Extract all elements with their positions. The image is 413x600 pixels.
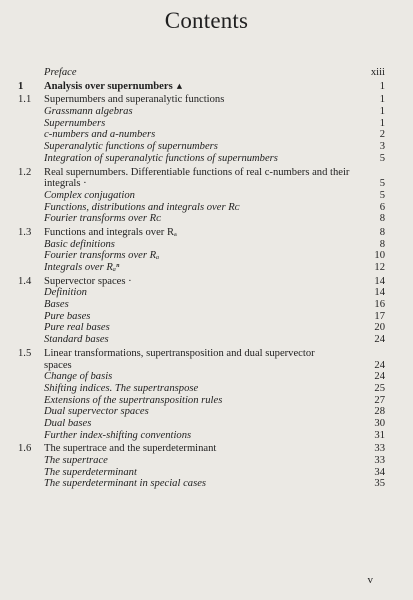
toc-entry-number: 1.3 — [18, 226, 32, 238]
toc-entry-title: spaces — [44, 359, 72, 371]
toc-entry — [0, 94, 413, 106]
toc-entry-page: 33 — [374, 455, 385, 466]
toc-entry — [0, 81, 413, 93]
toc-entry — [0, 141, 413, 153]
toc-entry-title: The supertrace and the superdeterminant — [44, 443, 217, 455]
toc-entry-page: 28 — [374, 406, 385, 418]
toc-entry-title: Supernumbers and superanalytic functions — [44, 94, 225, 106]
toc-entry-page: 16 — [374, 299, 385, 311]
toc-entry — [0, 190, 413, 202]
toc-entry-title: Functions and integrals over Rₐ — [44, 226, 177, 238]
toc-entry-page: 1 — [379, 80, 385, 92]
toc-entry-title: The superdeterminant in special cases — [44, 478, 207, 490]
toc-entry — [0, 106, 413, 118]
toc-entry — [0, 443, 413, 455]
toc-entry — [0, 167, 413, 179]
toc-entry-title: Dual bases — [44, 417, 92, 429]
toc-entry-number: 1.6 — [18, 443, 32, 455]
toc-entry-title: Standard bases — [44, 334, 109, 346]
toc-entry — [0, 299, 413, 311]
toc-entry-title: integrals · — [44, 178, 87, 190]
toc-entry-title: Further index-shifting conventions — [44, 429, 192, 441]
table-of-contents — [0, 67, 413, 490]
toc-entry — [0, 118, 413, 130]
toc-entry-page: 12 — [374, 262, 385, 273]
toc-entry — [0, 67, 413, 79]
toc-entry — [0, 455, 413, 467]
toc-entry-title: Extensions of the supertransposition rules — [44, 394, 223, 406]
toc-entry — [0, 467, 413, 479]
toc-entry — [0, 262, 413, 274]
toc-entry-page: 30 — [374, 417, 385, 429]
toc-entry — [0, 153, 413, 165]
toc-entry-title: Bases — [44, 299, 69, 311]
toc-entry-title: Change of basis — [44, 371, 113, 383]
toc-entry-title: Real supernumbers. Differentiable functions of real c-numbers and their — [44, 166, 350, 178]
toc-entry-page: 8 — [379, 226, 385, 238]
toc-entry-page: 35 — [374, 478, 385, 490]
toc-entry-page: 17 — [374, 310, 385, 322]
toc-entry-page: 25 — [374, 382, 385, 394]
toc-entry-page: 6 — [379, 201, 385, 213]
toc-entry — [0, 322, 413, 334]
page-title: Contents — [164, 8, 249, 33]
toc-entry — [0, 239, 413, 251]
toc-entry — [0, 311, 413, 323]
toc-entry-title: Supernumbers — [44, 117, 106, 129]
toc-entry — [0, 406, 413, 418]
toc-entry-title: Functions, distributions and integrals over Rᴄ — [44, 201, 240, 213]
toc-entry — [0, 334, 413, 346]
toc-entry-title: Grassmann algebras — [44, 106, 133, 118]
toc-entry-page: 14 — [374, 275, 385, 287]
toc-entry — [0, 276, 413, 288]
toc-entry-page: 14 — [374, 287, 385, 299]
toc-entry — [0, 360, 413, 372]
toc-entry-title: Basic definitions — [44, 238, 115, 250]
toc-entry-page: 24 — [374, 371, 385, 383]
toc-entry-number: 1.1 — [18, 94, 32, 106]
toc-entry-page: 34 — [374, 466, 385, 478]
toc-entry-page: 1 — [379, 106, 385, 118]
toc-entry-page: 5 — [379, 152, 385, 164]
toc-entry — [0, 371, 413, 383]
toc-entry-title: Preface — [44, 67, 77, 78]
toc-entry-title: The supertrace — [44, 455, 108, 466]
toc-entry-page: 5 — [379, 189, 385, 201]
toc-entry-title: Complex conjugation — [44, 189, 135, 201]
toc-entry-mark: ▴ — [176, 80, 183, 92]
toc-entry-title: Analysis over supernumbers ▴ — [44, 80, 183, 92]
toc-entry-page: 3 — [379, 141, 385, 153]
toc-entry-title: c-numbers and a-numbers — [44, 129, 156, 141]
toc-entry-number: 1 — [18, 80, 24, 92]
toc-entry — [0, 430, 413, 442]
toc-entry-page: 24 — [374, 359, 385, 371]
toc-entry — [0, 383, 413, 395]
toc-entry-page: 31 — [374, 429, 385, 441]
toc-entry — [0, 395, 413, 407]
toc-entry-title: The superdeterminant — [44, 466, 137, 478]
toc-entry-title: Fourier transforms over Rᴄ — [44, 213, 161, 225]
toc-entry-title: Fourier transforms over Rₐ — [44, 250, 160, 262]
toc-entry-title: Pure bases — [44, 310, 91, 322]
toc-entry — [0, 348, 413, 360]
toc-entry — [0, 250, 413, 262]
toc-entry-page: xiii — [370, 67, 385, 78]
toc-entry-title: Supervector spaces · — [44, 275, 132, 287]
toc-entry — [0, 213, 413, 225]
toc-entry-title: Definition — [44, 287, 87, 299]
toc-entry-title: Pure real bases — [44, 322, 110, 334]
toc-entry — [0, 227, 413, 239]
toc-entry-title: Superanalytic functions of supernumbers — [44, 141, 218, 153]
toc-entry-page: 24 — [374, 334, 385, 346]
toc-entry-number: 1.5 — [18, 347, 32, 359]
toc-entry — [0, 129, 413, 141]
toc-entry-page: 27 — [374, 394, 385, 406]
toc-entry — [0, 418, 413, 430]
toc-entry-page: 33 — [374, 443, 385, 455]
toc-entry-number: 1.4 — [18, 275, 32, 287]
toc-entry — [0, 478, 413, 490]
toc-entry — [0, 178, 413, 190]
toc-entry-page: 10 — [374, 250, 385, 262]
toc-entry-page: 8 — [379, 238, 385, 250]
toc-entry-title: Integrals over Rₐⁿ — [44, 262, 120, 273]
toc-entry-title: Linear transformations, supertransposition and dual supervector — [44, 347, 315, 359]
toc-entry-title: Dual supervector spaces — [44, 406, 149, 418]
toc-entry-page: 1 — [379, 117, 385, 129]
toc-entry-number: 1.2 — [18, 166, 32, 178]
toc-entry-title: Shifting indices. The supertranspose — [44, 382, 199, 394]
toc-entry-page: 8 — [379, 213, 385, 225]
toc-entry-page: 20 — [374, 322, 385, 334]
toc-entry — [0, 202, 413, 214]
toc-entry-page: 5 — [379, 178, 385, 190]
toc-entry — [0, 287, 413, 299]
toc-entry-page: 2 — [379, 129, 385, 141]
toc-entry-title: Integration of superanalytic functions of supernumbers — [44, 152, 278, 164]
toc-entry-page: 1 — [379, 94, 385, 106]
page-folio: v — [367, 574, 373, 586]
